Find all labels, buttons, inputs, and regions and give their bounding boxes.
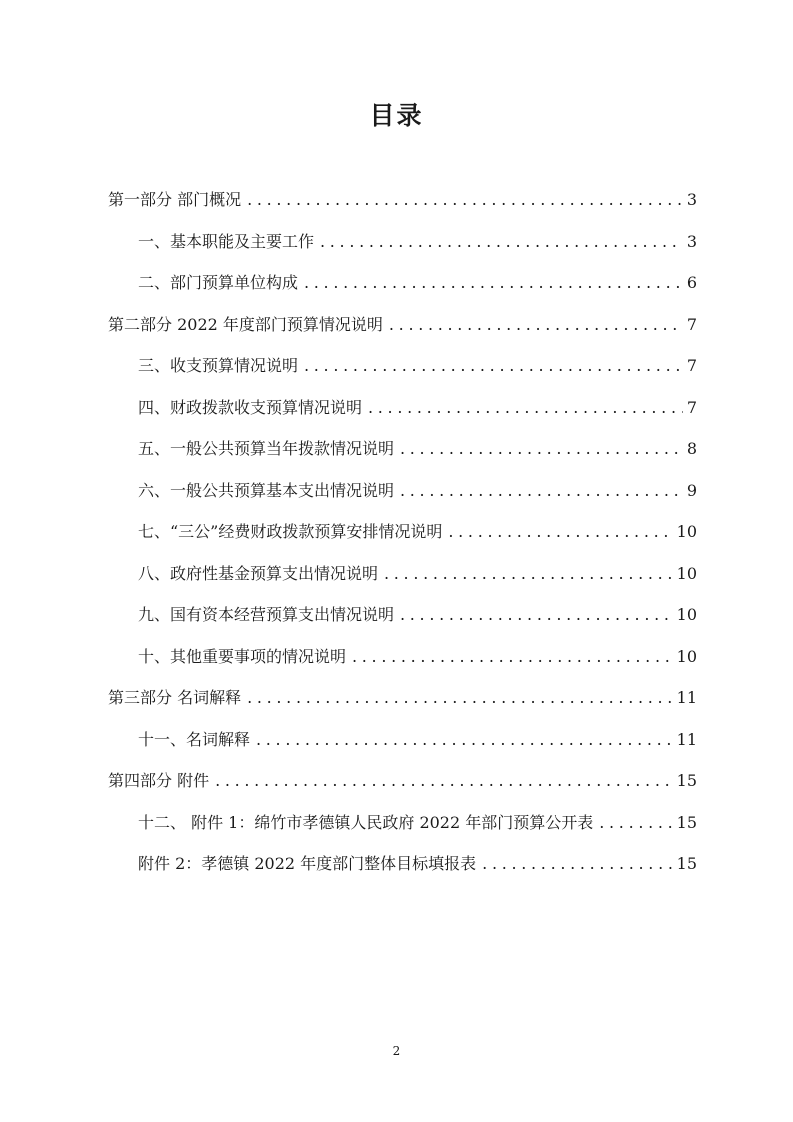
dot-leader — [389, 313, 683, 337]
toc-entry-page: 3 — [686, 190, 697, 209]
toc-entry-page: 8 — [686, 439, 697, 458]
dot-leader — [400, 603, 673, 627]
dot-leader — [320, 230, 683, 254]
dot-leader — [304, 271, 683, 295]
toc-entry-label: 八、政府性基金预算支出情况说明 — [138, 564, 379, 583]
toc-entry[interactable] — [138, 645, 697, 669]
toc-entry-label: 附件 2：孝德镇 2022 年度部门整体目标填报表 — [138, 854, 477, 873]
toc-entry-label: 四、财政拨款收支预算情况说明 — [138, 398, 363, 417]
dot-leader — [448, 520, 672, 544]
dot-leader — [599, 811, 672, 835]
toc-entry-label: 一、基本职能及主要工作 — [138, 232, 315, 251]
toc-entry[interactable] — [138, 271, 697, 295]
toc-entry[interactable] — [108, 686, 697, 710]
toc-entry-page: 11 — [676, 688, 697, 707]
toc-entry-label: 二、部门预算单位构成 — [138, 273, 299, 292]
dot-leader — [384, 562, 673, 586]
toc-entry-label: 第一部分 部门概况 — [108, 190, 242, 209]
dot-leader — [482, 852, 672, 876]
toc-entry-page: 15 — [676, 771, 697, 790]
toc-entry[interactable] — [108, 769, 697, 793]
toc-entry-label: 五、一般公共预算当年拨款情况说明 — [138, 439, 395, 458]
toc-entry[interactable] — [108, 188, 697, 212]
toc-entry-page: 6 — [686, 273, 697, 292]
dot-leader — [247, 686, 673, 710]
dot-leader — [400, 437, 683, 461]
dot-leader — [352, 645, 673, 669]
toc-entry[interactable] — [138, 562, 697, 586]
toc-entry-page: 10 — [676, 564, 697, 583]
toc-entry[interactable] — [138, 437, 697, 461]
toc-entry-label: 六、一般公共预算基本支出情况说明 — [138, 481, 395, 500]
dot-leader — [400, 479, 683, 503]
toc-entry-label: 十、其他重要事项的情况说明 — [138, 647, 347, 666]
toc-entry[interactable] — [108, 313, 697, 337]
toc-entry-page: 15 — [676, 854, 697, 873]
toc-entry-page: 10 — [676, 647, 697, 666]
toc-entry-page: 7 — [686, 356, 697, 375]
toc-entry-label: 第四部分 附件 — [108, 771, 210, 790]
toc-entry[interactable] — [138, 728, 697, 752]
dot-leader — [368, 396, 683, 420]
toc-entry[interactable] — [138, 354, 697, 378]
toc-entry[interactable] — [138, 396, 697, 420]
toc-entry-label: 三、收支预算情况说明 — [138, 356, 299, 375]
dot-leader — [256, 728, 673, 752]
toc-entry-page: 11 — [676, 730, 697, 749]
toc-entry-label: 第二部分 2022 年度部门预算情况说明 — [108, 315, 383, 334]
toc-entry[interactable] — [138, 811, 697, 835]
toc-entry-page: 10 — [676, 605, 697, 624]
toc-entry-page: 7 — [686, 315, 697, 334]
toc-entry-label: 九、国有资本经营预算支出情况说明 — [138, 605, 395, 624]
page-number: 2 — [392, 1044, 401, 1058]
toc-entry-page: 15 — [676, 813, 697, 832]
toc-entry[interactable] — [138, 852, 697, 876]
toc-entry[interactable] — [138, 603, 697, 627]
toc-entry-label: 十二、 附件 1：绵竹市孝德镇人民政府 2022 年部门预算公开表 — [138, 813, 594, 832]
dot-leader — [304, 354, 683, 378]
toc-entry[interactable] — [138, 479, 697, 503]
toc-entry-label: 十一、名词解释 — [138, 730, 251, 749]
dot-leader — [215, 769, 673, 793]
toc-entry-page: 9 — [686, 481, 697, 500]
toc-entry-page: 7 — [686, 398, 697, 417]
toc-entry-page: 3 — [686, 232, 697, 251]
toc-entry-label: 七、“三公”经费财政拨款预算安排情况说明 — [138, 522, 443, 541]
toc-entry[interactable] — [138, 520, 697, 544]
page-title: 目录 — [369, 101, 424, 130]
toc-entry-label: 第三部分 名词解释 — [108, 688, 242, 707]
dot-leader — [247, 188, 683, 212]
toc-entry-page: 10 — [676, 522, 697, 541]
toc-entry[interactable] — [138, 230, 697, 254]
